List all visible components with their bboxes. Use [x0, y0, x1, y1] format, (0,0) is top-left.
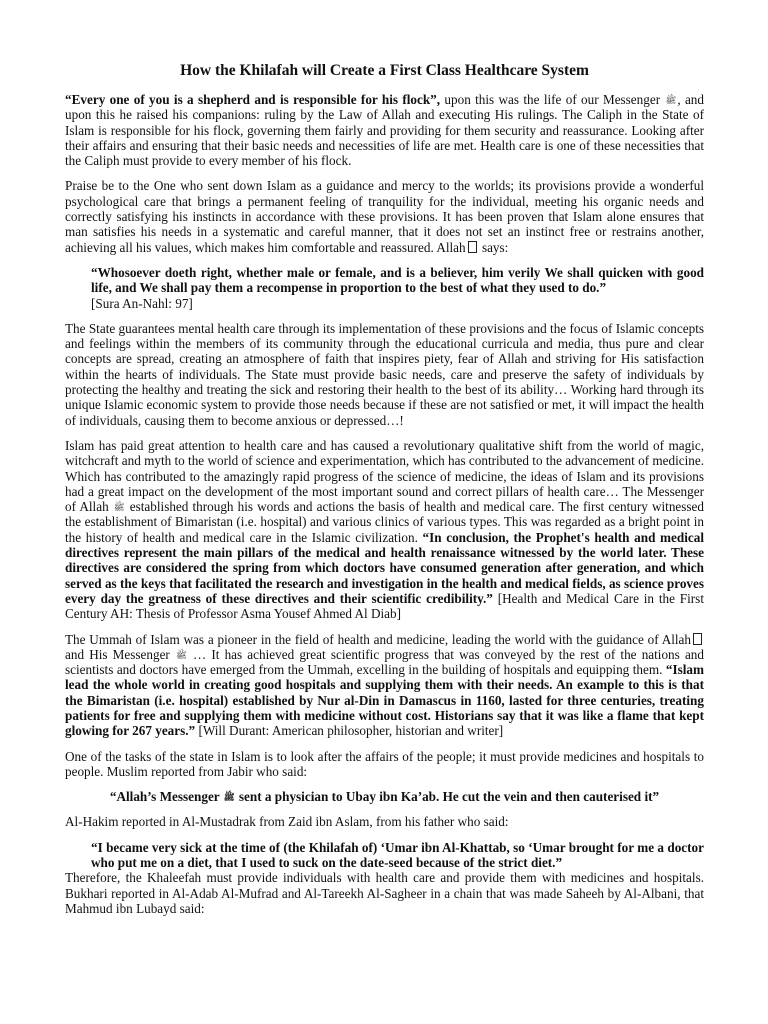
swt-glyph-icon	[693, 633, 702, 645]
saw-honorific-icon: ﷺ	[665, 96, 677, 106]
saw-honorific-icon: ﷺ	[175, 650, 187, 661]
hadith-umar: “I became very sick at the time of (the Khilafah of) ‘Umar ibn Al-Khattab, so ‘Umar brought for me a doctor who put me on a diet, that I used to suck on the date-seed because of the strict diet.”	[91, 839, 704, 871]
hadith-jabir: “Allah’s Messenger ﷺ sent a physician to Ubay ibn Ka’ab. He cut the vein and then cauterised it”	[109, 789, 660, 805]
document-title: How the Khilafah will Create a First Class Healthcare System	[180, 62, 589, 79]
saw-honorific-icon: ﷺ	[113, 503, 125, 514]
swt-glyph-icon	[468, 241, 477, 253]
paragraph-khaleefah: Therefore, the Khaleefah must provide individuals with health care and provide them with medicines and hospitals. Bukhari reported in Al-Adab Al-Mufrad and Al-Tareekh Al-Sagheer in a chain that was made Saheeh by Al-Albani, that Mahmud ibn Lubayd said:	[65, 870, 704, 916]
paragraph-praise: Praise be to the One who sent down Islam as a guidance and mercy to the worlds; its provisions provide a wonderful psychological care that brings a permanent feeling of tranquility for the individual, meeting his organic needs and correctly satisfying his instincts in accordance with these provisions. It has been proven that Islam alone ensures that man satisfies his needs in a systematic and careful manner, that it does not set an instinct free or restrains another, achieving all his values, which makes him comfortable and reassured. Allah says:	[65, 178, 704, 255]
quran-reference: [Sura An-Nahl: 97]	[91, 295, 193, 311]
quran-quote: “Whosoever doeth right, whether male or female, and is a believer, him verily We shall quicken with good life, and We shall pay them a recompense in proportion to the best of what they used to do.” [Sura An-Nahl: 97]	[91, 264, 704, 311]
durant-reference: [Will Durant: American philosopher, historian and writer]	[195, 723, 504, 739]
thesis-reference: [Health and Medical Care in the First Century AH: Thesis of Professor Asma Yousef Ahmed Al Diab]	[65, 590, 704, 622]
paragraph-mental-health: The State guarantees mental health care through its implementation of these provisions and the focus of Islamic concepts and feelings within the members of its community through the educational curricula and media, thus pure and clear concepts are spread, creating an atmosphere of faith that inspires piety, fear of Allah and striving for His satisfaction within the hearts of individuals. The State must provide basic needs, care and preserve the safety of individuals by protecting the healthy and treating the sick and restoring their health to the best of its ability… Working hard through its unique Islamic economic system to provide those needs because if these are not satisfied or met, it will impact the health of individuals, causing them to become anxious or depressed…!	[65, 320, 704, 428]
paragraph-shepherd: “Every one of you is a shepherd and is responsible for his flock”, upon this was the life of our Messenger ﷺ, and upon this he raised his companions: ruling by the Law of Allah and executing His rulings. The Caliph in the State of Islam is responsible for his flock, governing them fairly and providing for them security and reassurance. Looking after their affairs and ensuring that their basic needs and necessities of life are met. Health care is one of these necessities that the Caliph must provide to every member of his flock.	[65, 92, 704, 169]
paragraph-medicine-history: Islam has paid great attention to health care and has caused a revolutionary qualitative shift from the world of magic, witchcraft and myth to the world of science and experimentation, which has contributed to the advancement of medicine. Which has contributed to the amazingly rapid progress of the science of medicine, the ideas of Islam and its provisions had a great impact on the development of the most important sound and correct pillars of health care… The Messenger of Allah ﷺ established through his words and actions the basis of health and medical care. The first century witnessed the establishment of Bimaristan (i.e. hospital) and various clinics of various types. This was regarded as a bright point in the history of health and medical care in the Islamic civilization. “In conclusion, the Prophet's health and medical directives represent the main pillars of the medical and health renaissance witnessed by the world later. These directives are considered the spring from which doctors have consumed generation after generation, and which served as the keys that facilitated the research and investigation in the health and medical fields, as science proves every day the greatness of these directives and their scientific credibility.” [Health and Medical Care in the First Century AH: Thesis of Professor Asma Yousef Ahmed Al Diab]	[65, 437, 705, 622]
paragraph-ummah-pioneer: The Ummah of Islam was a pioneer in the field of health and medicine, leading the world with the guidance of Allah and His Messenger ﷺ … It has achieved great scientific progress that was conveyed by the rest of the nations and scientists and doctors have emerged from the Ummah, excelling in the building of hospitals and equipping them. “Islam lead the whole world in creating good hospitals and supplying them with their needs. An example to this is that the Bimaristan (i.e. hospital) established by Nur al-Din in Damascus in 1160, lasted for three centuries, treating patients for free and supplying them with medicine without cost. Historians say that it was like a flame that kept glowing for 267 years.” [Will Durant: American philosopher, historian and writer]	[65, 631, 704, 739]
paragraph-state-tasks: One of the tasks of the state in Islam is to look after the affairs of the people; it must provide medicines and hospitals to people. Muslim reported from Jabir who said:	[65, 748, 704, 779]
hadith-shepherd: “Every one of you is a shepherd and is responsible for his flock”,	[65, 92, 441, 107]
thesis-quote: “In conclusion, the Prophet's health and medical directives represent the main pillars of the medical and health renaissance witnessed by the world later. These directives are considered the spring from which doctors have consumed generation after generation, and which served as the keys that facilitated the research and investigation in the health and medical fields, as science proves every day the greatness of these directives and their scientific credibility.”	[65, 529, 704, 606]
paragraph-al-hakim: Al-Hakim reported in Al-Mustadrak from Zaid ibn Aslam, from his father who said:	[65, 814, 509, 830]
durant-quote: “Islam lead the whole world in creating good hospitals and supplying them with their needs. An example to this is that the Bimaristan (i.e. hospital) established by Nur al-Din in Damascus in 1160, lasted for three centuries, treating patients for free and supplying them with medicine without cost. Historians say that it was like a flame that kept glowing for 267 years.”	[65, 662, 704, 739]
saw-honorific-icon: ﷺ	[223, 793, 235, 804]
